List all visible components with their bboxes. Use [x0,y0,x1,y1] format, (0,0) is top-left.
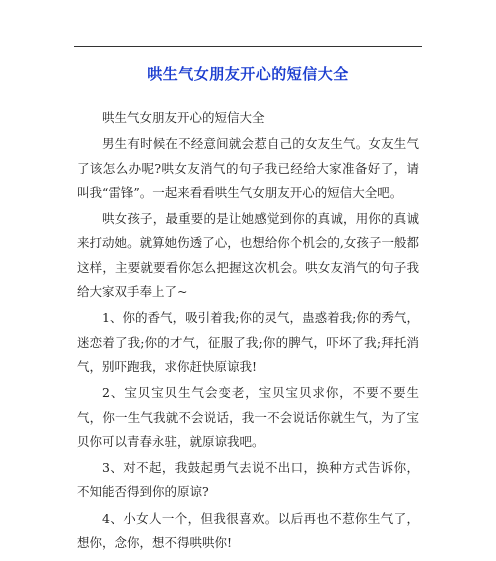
header-rule [74,46,422,47]
paragraph-item-1: 1、你的香气，吸引着我;你的灵气，蛊惑着我;你的秀气，迷恋着了我;你的才气，征服了我;你的脾气，吓坏了我;拜托消气，别吓跑我，求你赶快原谅我! [77,310,419,374]
paragraph-subtitle: 哄生气女朋友开心的短信大全 [102,110,265,125]
paragraph-advice: 哄女孩子，最重要的是让她感觉到你的真诚，用你的真诚来打动她。就算她伤透了心，也想给你个机会的,女孩子一般都这样，主要就要看你怎么把握这次机会。哄女友消气的句子我给大家双手奉上了~ [77,211,419,300]
document-body [77,106,419,557]
paragraph-item-3: 3、对不起，我鼓起勇气去说不出口，换种方式告诉你，不知能否得到你的原谅? [77,460,419,500]
paragraph-intro: 男生有时候在不经意间就会惹自己的女友生气。女友生气了该怎么办呢?哄女友消气的句子我已经给大家准备好了，请叫我“雷锋”。一起来看看哄生气女朋友开心的短信大全吧。 [77,136,419,200]
paragraph-item-2: 2、宝贝宝贝生气会变老，宝贝宝贝求你，不要不要生气，你一生气我就不会说话，我一不会说话你就生气，为了宝贝你可以青春永驻，就原谅我吧。 [77,385,419,449]
document-title: 哄生气女朋友开心的短信大全 [147,65,349,83]
paragraph-item-4: 4、小女人一个，但我很喜欢。以后再也不惹你生气了，想你，念你，想不得哄哄你! [77,510,419,551]
